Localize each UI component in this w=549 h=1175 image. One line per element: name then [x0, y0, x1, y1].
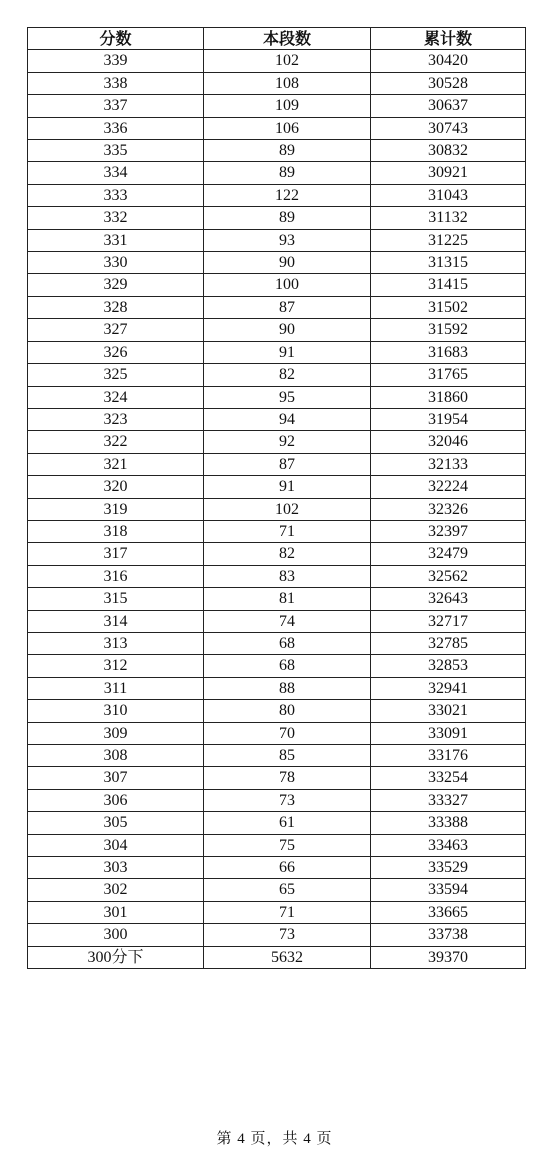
cell-segment-count: 71: [204, 520, 371, 542]
score-distribution-table: [27, 27, 526, 969]
cell-score: 315: [28, 588, 204, 610]
cell-score: 330: [28, 252, 204, 274]
table-row: [28, 857, 526, 879]
table-row: [28, 924, 526, 946]
table-row: [28, 50, 526, 72]
cell-segment-count: 91: [204, 476, 371, 498]
cell-cumulative-count: 31502: [371, 296, 526, 318]
cell-cumulative-count: 31592: [371, 319, 526, 341]
cell-segment-count: 82: [204, 543, 371, 565]
cell-cumulative-count: 33091: [371, 722, 526, 744]
table-row: [28, 745, 526, 767]
table-row: [28, 722, 526, 744]
cell-cumulative-count: 30743: [371, 117, 526, 139]
table-row: [28, 296, 526, 318]
table-row: [28, 140, 526, 162]
cell-score: 319: [28, 498, 204, 520]
table-row: [28, 431, 526, 453]
table-row: [28, 476, 526, 498]
cell-segment-count: 83: [204, 565, 371, 587]
table-row: [28, 812, 526, 834]
table-row: [28, 677, 526, 699]
cell-segment-count: 85: [204, 745, 371, 767]
table-row: [28, 543, 526, 565]
table-row: [28, 879, 526, 901]
table-row: [28, 184, 526, 206]
table-row: [28, 252, 526, 274]
cell-score: 314: [28, 610, 204, 632]
cell-score: 322: [28, 431, 204, 453]
cell-segment-count: 109: [204, 95, 371, 117]
cell-segment-count: 65: [204, 879, 371, 901]
cell-score: 310: [28, 700, 204, 722]
cell-cumulative-count: 33529: [371, 857, 526, 879]
cell-score: 312: [28, 655, 204, 677]
cell-segment-count: 73: [204, 924, 371, 946]
cell-score: 316: [28, 565, 204, 587]
table-row: [28, 767, 526, 789]
cell-score: 337: [28, 95, 204, 117]
cell-segment-count: 73: [204, 789, 371, 811]
cell-segment-count: 66: [204, 857, 371, 879]
table-row: [28, 453, 526, 475]
cell-cumulative-count: 31860: [371, 386, 526, 408]
cell-cumulative-count: 31954: [371, 408, 526, 430]
cell-score: 334: [28, 162, 204, 184]
cell-segment-count: 106: [204, 117, 371, 139]
cell-cumulative-count: 32717: [371, 610, 526, 632]
cell-segment-count: 102: [204, 50, 371, 72]
cell-cumulative-count: 30637: [371, 95, 526, 117]
cell-cumulative-count: 33665: [371, 901, 526, 923]
cell-segment-count: 81: [204, 588, 371, 610]
cell-cumulative-count: 32785: [371, 632, 526, 654]
cell-segment-count: 92: [204, 431, 371, 453]
cell-cumulative-count: 31043: [371, 184, 526, 206]
cell-cumulative-count: 31683: [371, 341, 526, 363]
cell-segment-count: 61: [204, 812, 371, 834]
cell-score: 320: [28, 476, 204, 498]
cell-score: 300分下: [28, 946, 204, 968]
table-row: [28, 364, 526, 386]
cell-score: 318: [28, 520, 204, 542]
table-row: [28, 901, 526, 923]
cell-score: 326: [28, 341, 204, 363]
cell-score: 336: [28, 117, 204, 139]
cell-segment-count: 90: [204, 252, 371, 274]
cell-cumulative-count: 30832: [371, 140, 526, 162]
cell-score: 324: [28, 386, 204, 408]
cell-segment-count: 95: [204, 386, 371, 408]
cell-segment-count: 90: [204, 319, 371, 341]
cell-score: 338: [28, 72, 204, 94]
cell-score: 323: [28, 408, 204, 430]
cell-segment-count: 70: [204, 722, 371, 744]
table-row: [28, 95, 526, 117]
cell-segment-count: 89: [204, 162, 371, 184]
table-row: [28, 341, 526, 363]
cell-cumulative-count: 30528: [371, 72, 526, 94]
cell-segment-count: 108: [204, 72, 371, 94]
table-header-row: [28, 28, 526, 50]
table-row: [28, 274, 526, 296]
cell-score: 304: [28, 834, 204, 856]
cell-segment-count: 71: [204, 901, 371, 923]
cell-score: 306: [28, 789, 204, 811]
cell-score: 317: [28, 543, 204, 565]
page-number-footer: 第 4 页，共 4 页: [216, 1131, 333, 1147]
cell-segment-count: 122: [204, 184, 371, 206]
header-score: 分数: [28, 28, 204, 50]
cell-score: 328: [28, 296, 204, 318]
cell-segment-count: 75: [204, 834, 371, 856]
cell-score: 300: [28, 924, 204, 946]
cell-score: 313: [28, 632, 204, 654]
cell-segment-count: 94: [204, 408, 371, 430]
table-row: [28, 520, 526, 542]
cell-segment-count: 89: [204, 207, 371, 229]
cell-segment-count: 93: [204, 229, 371, 251]
table-row: [28, 117, 526, 139]
table-row: [28, 655, 526, 677]
cell-score: 329: [28, 274, 204, 296]
cell-score: 303: [28, 857, 204, 879]
cell-cumulative-count: 31315: [371, 252, 526, 274]
table-row: [28, 700, 526, 722]
cell-segment-count: 88: [204, 677, 371, 699]
cell-cumulative-count: 32046: [371, 431, 526, 453]
table-row: [28, 207, 526, 229]
cell-cumulative-count: 31225: [371, 229, 526, 251]
table-row: [28, 789, 526, 811]
cell-cumulative-count: 30921: [371, 162, 526, 184]
cell-cumulative-count: 32941: [371, 677, 526, 699]
cell-score: 332: [28, 207, 204, 229]
cell-segment-count: 74: [204, 610, 371, 632]
cell-segment-count: 82: [204, 364, 371, 386]
table-row: [28, 386, 526, 408]
cell-score: 305: [28, 812, 204, 834]
cell-segment-count: 89: [204, 140, 371, 162]
cell-cumulative-count: 32326: [371, 498, 526, 520]
cell-segment-count: 87: [204, 453, 371, 475]
cell-cumulative-count: 33327: [371, 789, 526, 811]
cell-cumulative-count: 32224: [371, 476, 526, 498]
table-row: [28, 408, 526, 430]
cell-score: 307: [28, 767, 204, 789]
table-row: [28, 319, 526, 341]
cell-score: 301: [28, 901, 204, 923]
cell-cumulative-count: 31132: [371, 207, 526, 229]
table-row: [28, 162, 526, 184]
table-row: [28, 498, 526, 520]
cell-score: 308: [28, 745, 204, 767]
cell-score: 333: [28, 184, 204, 206]
cell-cumulative-count: 33463: [371, 834, 526, 856]
cell-cumulative-count: 33176: [371, 745, 526, 767]
cell-segment-count: 80: [204, 700, 371, 722]
cell-score: 327: [28, 319, 204, 341]
table-row: [28, 565, 526, 587]
cell-score: 331: [28, 229, 204, 251]
cell-score: 335: [28, 140, 204, 162]
cell-score: 311: [28, 677, 204, 699]
cell-segment-count: 5632: [204, 946, 371, 968]
header-segment-count: 本段数: [204, 28, 371, 50]
cell-cumulative-count: 32479: [371, 543, 526, 565]
cell-cumulative-count: 33738: [371, 924, 526, 946]
cell-segment-count: 68: [204, 655, 371, 677]
table-body: [28, 50, 526, 969]
cell-cumulative-count: 32853: [371, 655, 526, 677]
table-row: [28, 632, 526, 654]
table-row: [28, 229, 526, 251]
cell-cumulative-count: 33021: [371, 700, 526, 722]
cell-cumulative-count: 33594: [371, 879, 526, 901]
cell-score: 321: [28, 453, 204, 475]
cell-segment-count: 102: [204, 498, 371, 520]
cell-score: 339: [28, 50, 204, 72]
cell-score: 309: [28, 722, 204, 744]
cell-score: 302: [28, 879, 204, 901]
cell-cumulative-count: 31765: [371, 364, 526, 386]
table-row: [28, 834, 526, 856]
cell-cumulative-count: 32643: [371, 588, 526, 610]
cell-cumulative-count: 39370: [371, 946, 526, 968]
cell-segment-count: 91: [204, 341, 371, 363]
cell-cumulative-count: 33388: [371, 812, 526, 834]
cell-cumulative-count: 31415: [371, 274, 526, 296]
cell-segment-count: 68: [204, 632, 371, 654]
table-row: [28, 946, 526, 968]
cell-cumulative-count: 32562: [371, 565, 526, 587]
header-cumulative-count: 累计数: [371, 28, 526, 50]
table-row: [28, 72, 526, 94]
cell-cumulative-count: 32133: [371, 453, 526, 475]
cell-cumulative-count: 32397: [371, 520, 526, 542]
table-row: [28, 610, 526, 632]
cell-segment-count: 78: [204, 767, 371, 789]
cell-cumulative-count: 30420: [371, 50, 526, 72]
table-row: [28, 588, 526, 610]
cell-segment-count: 100: [204, 274, 371, 296]
cell-segment-count: 87: [204, 296, 371, 318]
cell-score: 325: [28, 364, 204, 386]
cell-cumulative-count: 33254: [371, 767, 526, 789]
